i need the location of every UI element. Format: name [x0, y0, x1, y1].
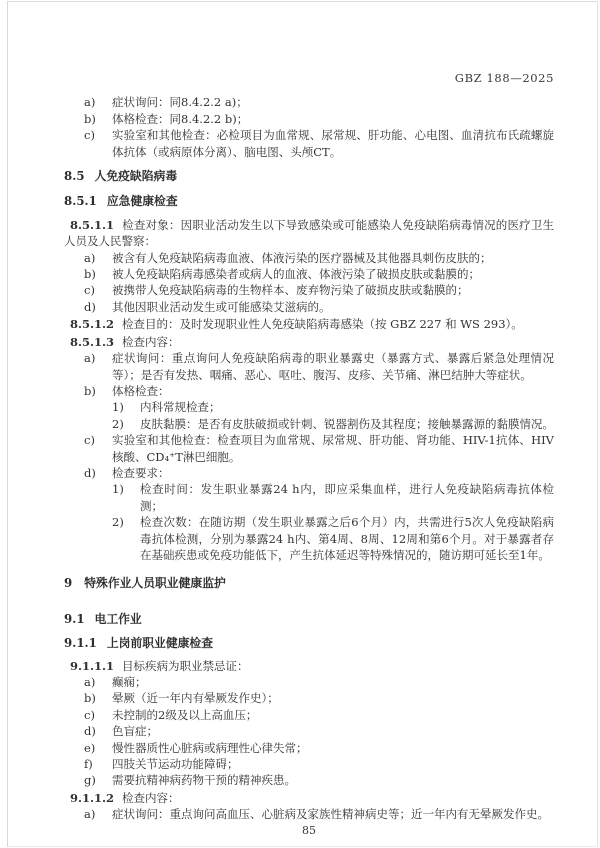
- clause-text: 检查目的：及时发现职业性人免疫缺陷病毒感染（按 GBZ 227 和 WS 293）。: [122, 317, 523, 332]
- section-title: 应急健康检查: [106, 194, 178, 209]
- section-heading-9-1-1: [64, 635, 554, 651]
- list-text: 体格检查：: [112, 383, 170, 398]
- list-text: 需要抗精神病药物干预的精神疾患。: [112, 773, 296, 788]
- list-item-e-heart-disease: [64, 740, 554, 756]
- clause-number: 8.5.1.2: [70, 317, 115, 332]
- list-text: 晕厥（近一年内有晕厥发作史）；: [112, 691, 279, 706]
- clause-text: 目标疾病为职业禁忌证：: [122, 658, 249, 673]
- clause-8-5-1-2: [64, 316, 554, 332]
- list-text: 症状询问：重点询问人免疫缺陷病毒的职业暴露史（暴露方式、暴露后紧急处理情况等）；是否有发热、咽痛、恶心、呕吐、腹泻、皮疹、关节痛、淋巴结肿大等症状。: [112, 351, 554, 382]
- list-text: 被含有人免疫缺陷病毒血液、体液污染的医疗器械及其他器具刺伤皮肤的；: [112, 250, 492, 265]
- list-item-c-lab-exam: [64, 127, 554, 160]
- document-page: [64, 70, 554, 839]
- list-item-b-syncope: [64, 690, 554, 706]
- list-marker: g): [84, 773, 96, 788]
- list-text: 色盲症；: [112, 724, 158, 739]
- section-number: 8.5.1: [64, 194, 97, 209]
- clause-number: 9.1.1.2: [70, 790, 115, 805]
- section-heading-9-1: [64, 611, 554, 627]
- list-marker: a): [84, 95, 96, 110]
- clause-9-1-1-1: [64, 658, 554, 674]
- list-text: 其他因职业活动发生或可能感染艾滋病的。: [112, 299, 331, 314]
- clause-text: 检查对象：因职业活动发生以下导致感染或可能感染人免疫缺陷病毒情况的医疗卫生人员及人民警察：: [64, 217, 554, 249]
- list-marker: c): [84, 707, 95, 722]
- section-heading-8-5: [64, 168, 554, 184]
- list-marker: e): [84, 740, 96, 755]
- list-text: 被携带人免疫缺陷病毒的生物样本、废弃物污染了破损皮肤或黏膜的；: [112, 283, 469, 298]
- list-marker: a): [84, 807, 96, 822]
- list-item-a-symptom-inquiry-2: [64, 806, 554, 822]
- list-marker: b): [84, 267, 96, 282]
- list-item-d-color-blindness: [64, 723, 554, 739]
- sublist-item-1-exam-time: [64, 481, 554, 514]
- list-item-a-symptom-inquiry: [64, 94, 554, 110]
- list-item-c-hypertension: [64, 707, 554, 723]
- list-text: 实验室和其他检查：检查项目为血常规、尿常规、肝功能、肾功能、HIV-1抗体、HIV核酸、CD₄⁺T淋巴细胞。: [112, 433, 554, 464]
- sublist-item-2-skin-mucosa: [64, 416, 554, 432]
- list-marker: f): [84, 757, 93, 772]
- list-item-a-needle-injury: [64, 250, 554, 266]
- list-marker: b): [84, 111, 96, 126]
- list-text: 被人免疫缺陷病毒感染者或病人的血液、体液污染了破损皮肤或黏膜的；: [112, 267, 480, 282]
- list-text: 检查要求：: [112, 465, 170, 480]
- list-marker: 1): [112, 482, 124, 497]
- clause-8-5-1-1: [64, 217, 554, 250]
- list-marker: 2): [112, 416, 124, 431]
- section-number: 8.5: [64, 169, 85, 184]
- list-item-a-symptom-history: [64, 350, 554, 383]
- list-text: 实验室和其他检查：必检项目为血常规、尿常规、肝功能、心电图、血清抗布氏疏螺旋体抗体（或病原体分离）、脑电图、头颅CT。: [112, 128, 554, 159]
- list-text: 未控制的2级及以上高血压；: [112, 707, 258, 722]
- list-text: 慢性器质性心脏病或病理性心律失常；: [112, 740, 308, 755]
- list-marker: d): [84, 724, 96, 739]
- chapter-heading-9: [64, 575, 554, 591]
- clause-number: 9.1.1.1: [70, 658, 115, 673]
- section-title: 人免疫缺陷病毒: [94, 169, 178, 184]
- sublist-item-1-internal-exam: [64, 399, 554, 415]
- list-marker: a): [84, 675, 96, 689]
- list-marker: a): [84, 351, 96, 366]
- chapter-title: 特殊作业人员职业健康监护: [84, 576, 226, 591]
- clause-text: 检查内容：: [122, 334, 180, 349]
- list-marker: c): [84, 128, 95, 143]
- list-marker: a): [84, 250, 96, 265]
- list-item-d-exam-requirements: [64, 465, 554, 481]
- section-number: 9.1: [64, 611, 85, 626]
- list-marker: b): [84, 383, 96, 398]
- list-text: 四肢关节运动功能障碍；: [112, 757, 239, 772]
- list-item-f-limb-dysfunction: [64, 756, 554, 772]
- page-number: 85: [302, 823, 316, 837]
- list-marker: b): [84, 691, 96, 706]
- list-item-d-other-exposure: [64, 299, 554, 315]
- section-heading-8-5-1: [64, 193, 554, 209]
- sublist-item-2-exam-count: [64, 514, 554, 563]
- list-text: 检查时间：发生职业暴露24 h内，即应采集血样，进行人免疫缺陷病毒抗体检测；: [140, 482, 554, 513]
- list-item-b-blood-contact: [64, 266, 554, 282]
- clause-8-5-1-3: [64, 334, 554, 350]
- list-marker: d): [84, 465, 96, 480]
- clause-9-1-1-2: [64, 790, 554, 806]
- clause-number: 8.5.1.1: [70, 217, 115, 232]
- list-marker: c): [84, 283, 95, 298]
- standard-number-header: GBZ 188—2025: [454, 71, 554, 85]
- list-text: 皮肤黏膜：是否有皮肤破损或针刺、锐器割伤及其程度；接触暴露源的黏膜情况。: [140, 416, 554, 431]
- list-item-c-lab-items: [64, 432, 554, 465]
- list-text: 体格检查：同8.4.2.2 b)；: [112, 111, 249, 126]
- list-item-b-physical-exam: [64, 111, 554, 127]
- list-marker: c): [84, 433, 95, 448]
- list-text: 症状询问：同8.4.2.2 a)；: [112, 95, 248, 110]
- list-marker: 1): [112, 400, 124, 415]
- list-marker: 2): [112, 515, 124, 530]
- list-item-b-physical-check: [64, 383, 554, 399]
- section-title: 电工作业: [94, 611, 142, 626]
- list-text: 内科常规检查；: [140, 400, 221, 415]
- section-title: 上岗前职业健康检查: [106, 636, 214, 651]
- chapter-number: 9: [64, 576, 73, 591]
- clause-text: 检查内容：: [122, 790, 180, 805]
- list-text: 癫痫；: [112, 675, 147, 689]
- list-item-c-sample-contact: [64, 282, 554, 298]
- list-text: 检查次数：在随访期（发生职业暴露之后6个月）内，共需进行5次人免疫缺陷病毒抗体检测，分别为暴露24 h内、第4周、8周、12周和第6个月。对于暴露者存在基础疾患或免疫功能低下，产生抗体延迟等特殊情况的，随访期可延长至1年。: [140, 515, 554, 562]
- list-text: 症状询问：重点询问高血压、心脏病及家族性精神病史等；近一年内有无晕厥发作史。: [112, 807, 549, 822]
- list-marker: d): [84, 299, 96, 314]
- section-number: 9.1.1: [64, 636, 97, 651]
- list-item-a-epilepsy: [64, 674, 554, 690]
- list-item-g-mental-illness: [64, 772, 554, 788]
- clause-number: 8.5.1.3: [70, 334, 115, 349]
